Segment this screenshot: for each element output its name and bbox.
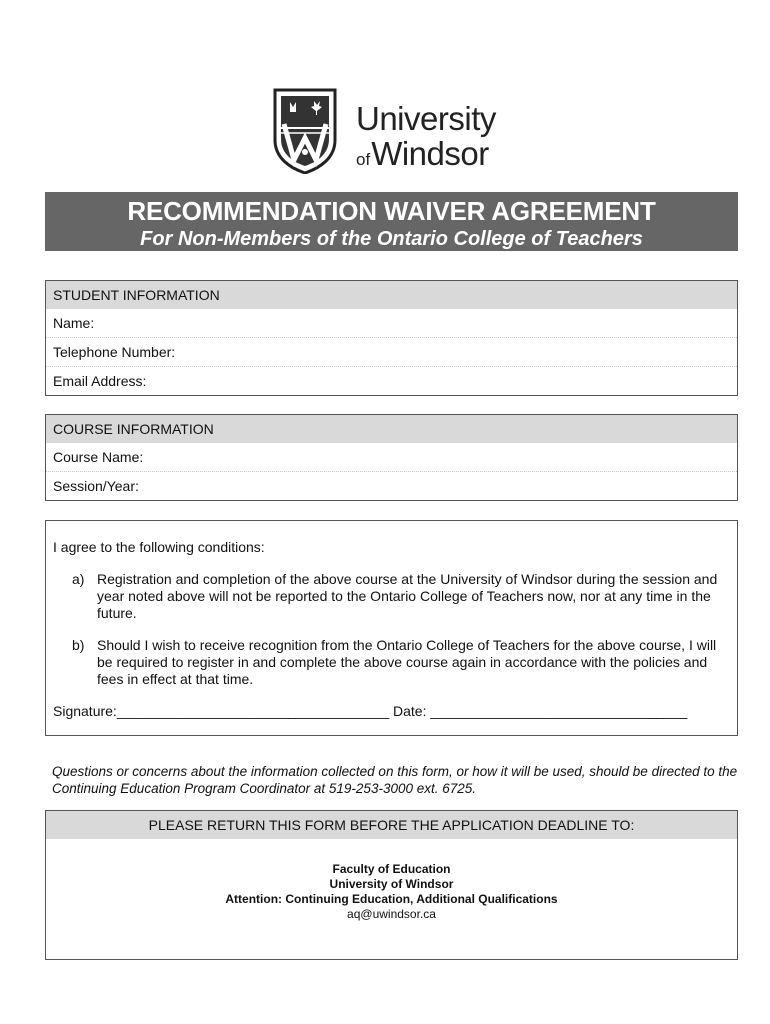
course-info-header: COURSE INFORMATION xyxy=(46,415,737,443)
logo-of-text: of xyxy=(356,150,371,169)
date-field[interactable]: Date: _________________________________ xyxy=(393,703,688,719)
form-title: RECOMMENDATION WAIVER AGREEMENT xyxy=(127,196,656,226)
session-year-field[interactable]: Session/Year: xyxy=(46,471,737,500)
condition-letter: b) xyxy=(72,637,85,653)
return-section xyxy=(45,810,738,960)
return-attention: Attention: Continuing Education, Additional Qualifications xyxy=(225,892,558,906)
return-header: PLEASE RETURN THIS FORM BEFORE THE APPLICATION DEADLINE TO: xyxy=(46,811,737,839)
form-subtitle: For Non-Members of the Ontario College of Teachers xyxy=(140,228,643,250)
condition-letter: a) xyxy=(72,571,85,587)
course-name-field[interactable]: Course Name: xyxy=(53,449,144,465)
signature-field[interactable]: Signature:___________________________________ xyxy=(53,703,390,719)
condition-text: Should I wish to receive recognition from the Ontario College of Teachers for the above course, I will be required to register in and complete the above course again in accordance with the policies and fees in effect at that time. xyxy=(97,637,717,687)
university-logo xyxy=(272,88,512,176)
agreement-section xyxy=(45,520,738,736)
return-email[interactable]: aq@uwindsor.ca xyxy=(347,907,436,921)
return-address xyxy=(46,862,737,922)
return-faculty: Faculty of Education xyxy=(332,862,451,876)
agreement-intro: I agree to the following conditions: xyxy=(53,539,265,555)
name-field[interactable]: Name: xyxy=(53,315,95,331)
email-field[interactable]: Email Address: xyxy=(46,366,737,395)
university-wordmark xyxy=(356,102,496,170)
title-banner xyxy=(45,192,738,251)
condition-text: Registration and completion of the above course at the University of Windsor during the session and year noted above will not be reported to the Ontario College of Teachers now, nor at any time in the future. xyxy=(97,571,718,621)
logo-university-text: University xyxy=(356,100,496,137)
telephone-field[interactable]: Telephone Number: xyxy=(46,337,737,366)
privacy-note: Questions or concerns about the information collected on this form, or how it will be used, should be directed to the Continuing Education Program Coordinator at 519-253-3000 ext. 6725. xyxy=(52,764,738,796)
return-university: University of Windsor xyxy=(329,877,454,891)
logo-windsor-text: Windsor xyxy=(371,135,489,172)
course-info-section xyxy=(45,414,738,501)
student-info-header: STUDENT INFORMATION xyxy=(46,281,737,309)
university-shield-icon xyxy=(272,88,338,174)
student-info-section xyxy=(45,280,738,396)
